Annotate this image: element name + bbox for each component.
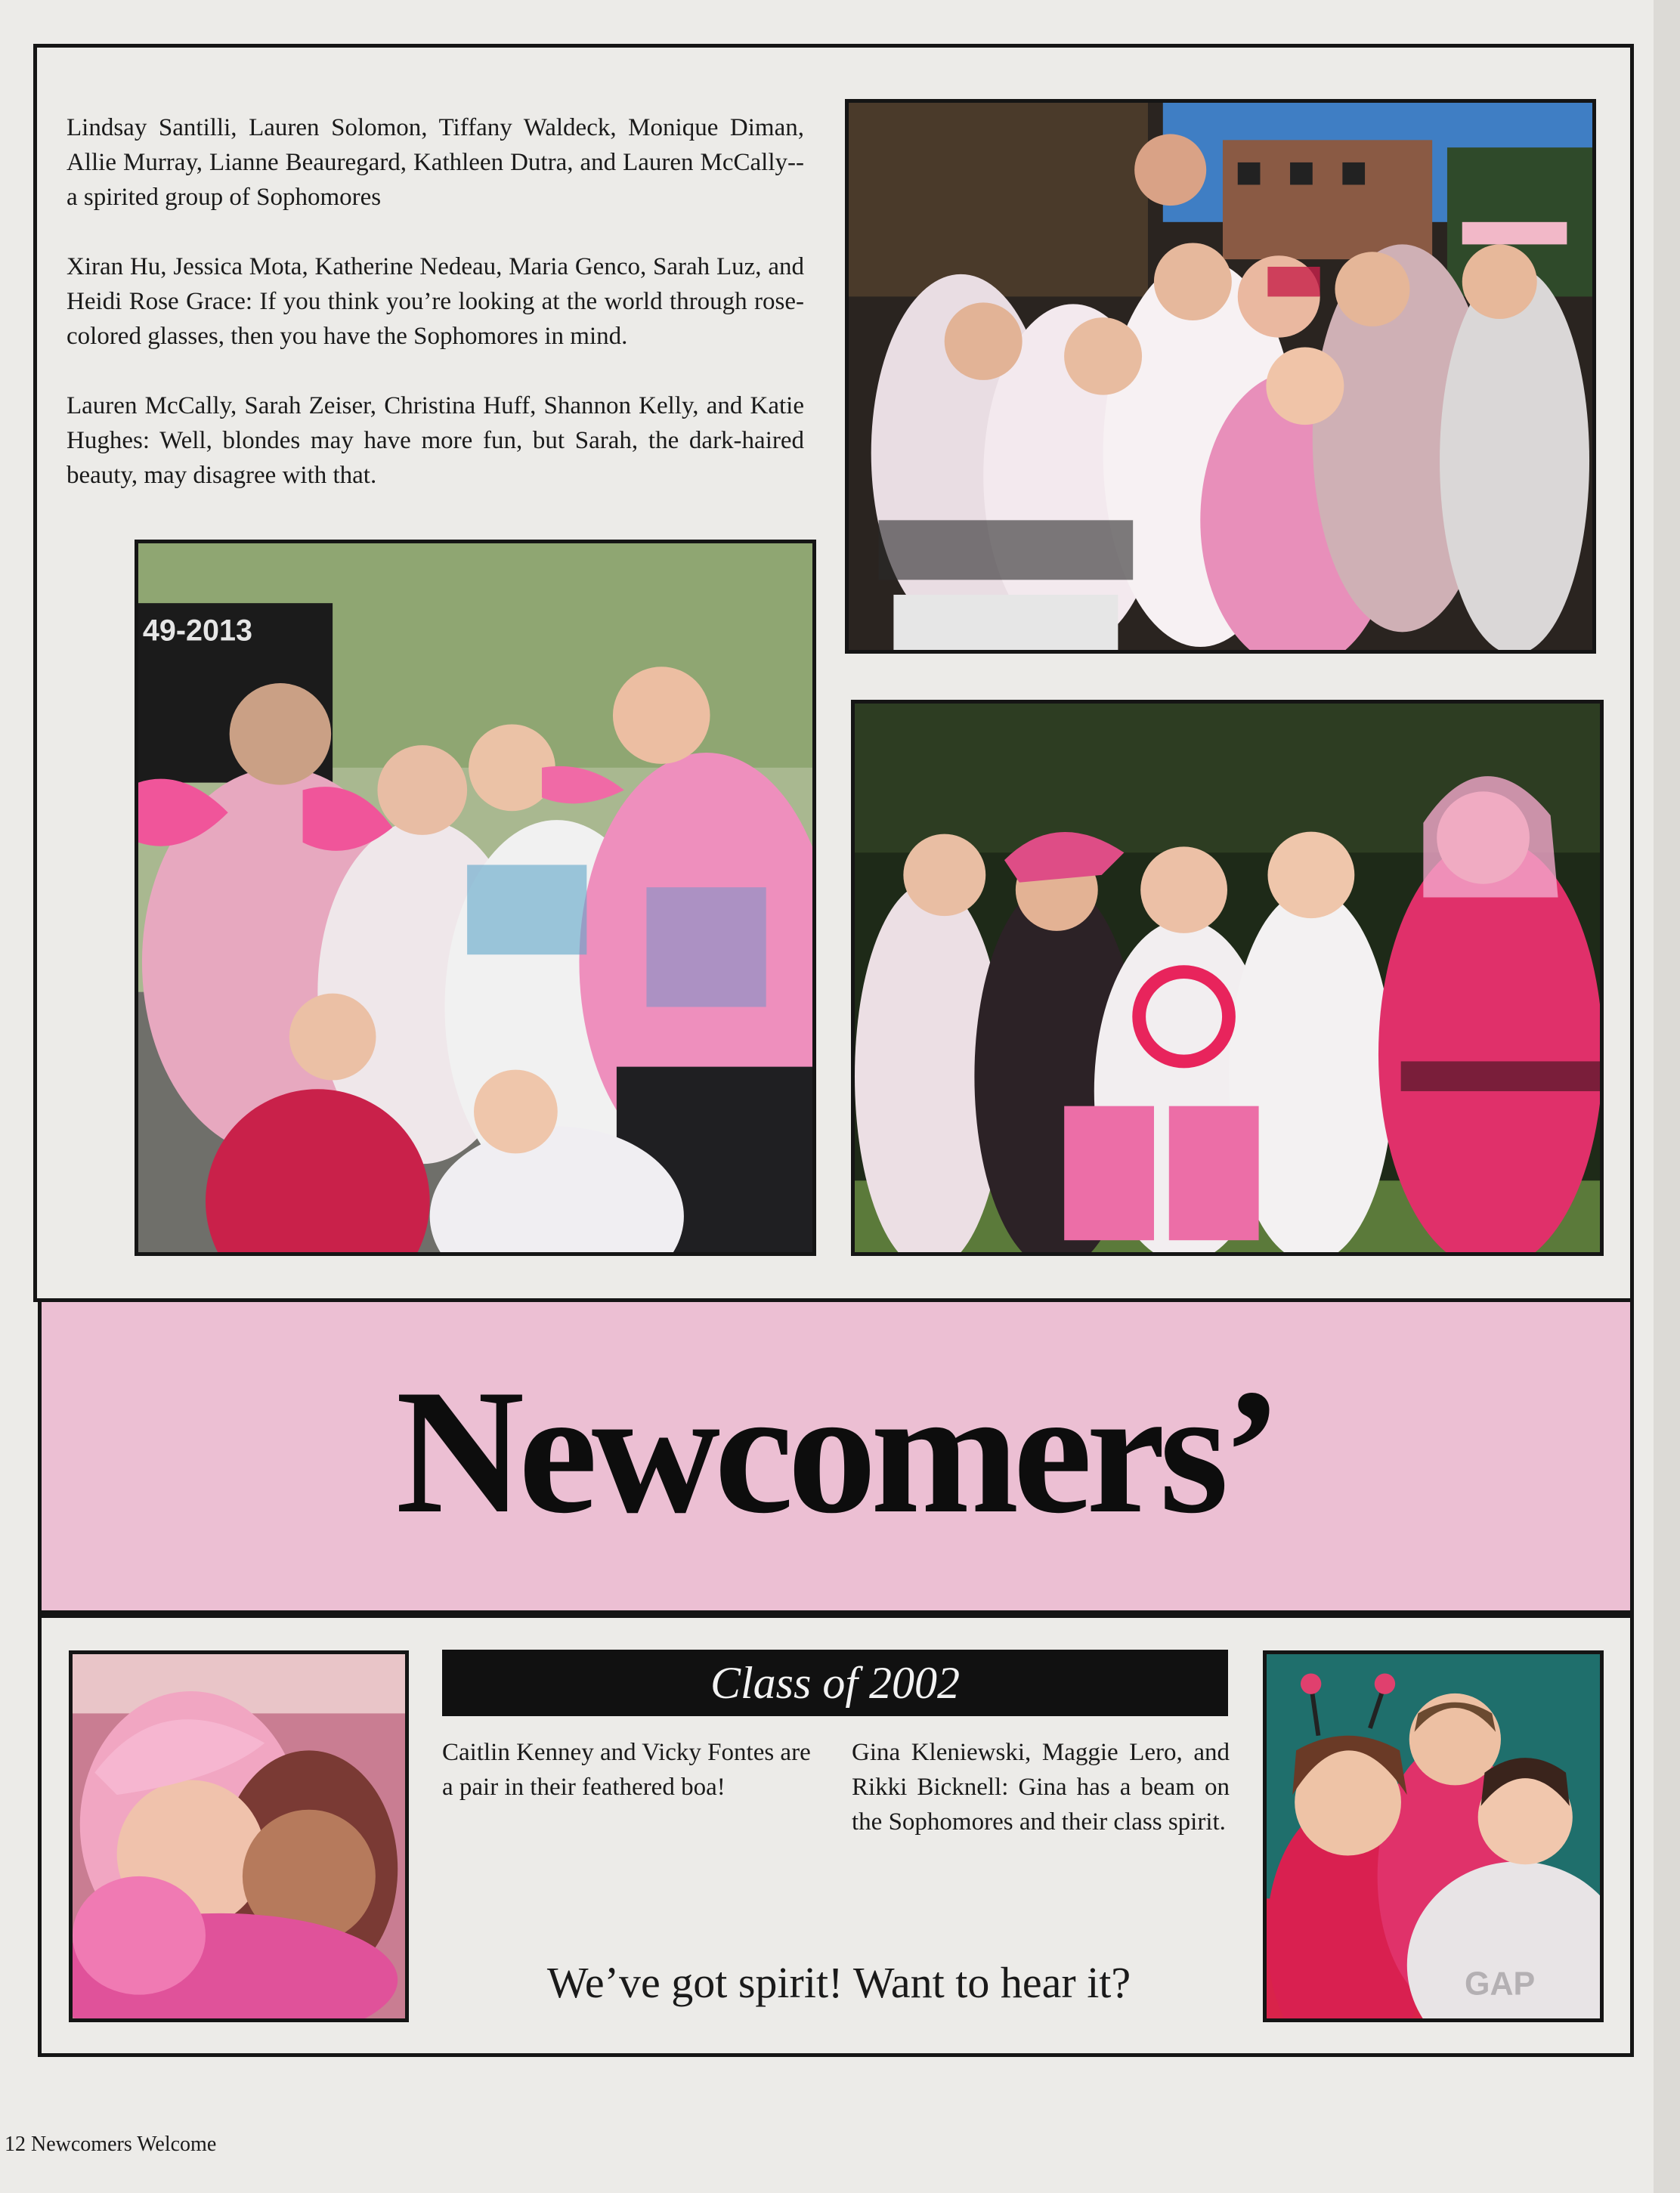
page-footer: [5, 2133, 216, 2157]
page-edge: [1654, 0, 1680, 2193]
page-number: 12: [5, 2133, 26, 2156]
caption-group-2: Xiran Hu, Jessica Mota, Katherine Nedeau, Maria Genco, Sarah Luz, and Heidi Rose Grace: If you think you’re looking at the world through rose-colored glasses, then you have the Sophomores in mind.: [67, 253, 804, 350]
gap-logo-text: GAP: [1465, 1966, 1536, 2003]
top-captions: [67, 110, 804, 527]
bus-sign-text: 49-2013: [142, 614, 253, 648]
caption-trio: Gina Kleniewski, Maggie Lero, and Rikki Bicknell: Gina has a beam on the Sophomores and their class spirit.: [852, 1739, 1230, 1836]
photo-group-top-right: [845, 99, 1596, 654]
page-title: Newcomers’: [395, 1353, 1276, 1551]
photo-group-right: [851, 700, 1604, 1256]
class-of-2002-bar: Class of 2002: [442, 1650, 1228, 1716]
title-banner: [38, 1298, 1634, 1614]
photo-pair-bottom-left: [69, 1650, 409, 2022]
caption-group-1: Lindsay Santilli, Lauren Solomon, Tiffany Waldeck, Monique Diman, Allie Murray, Lianne Beauregard, Kathleen Dutra, and Lauren McCally--a spirited group of Sophomores: [67, 114, 804, 211]
photo-group-left: [135, 540, 816, 1256]
photo-trio-bottom-right: [1263, 1650, 1604, 2022]
caption-group-3: Lauren McCally, Sarah Zeiser, Christina Huff, Shannon Kelly, and Katie Hughes: Well, blondes may have more fun, but Sarah, the dark-haired beauty, may disagree with that.: [67, 392, 804, 489]
slogan: We’ve got spirit! Want to hear it?: [546, 1958, 1131, 2007]
caption-pair: Caitlin Kenney and Vicky Fontes are a pair in their feathered boa!: [442, 1739, 811, 1801]
footer-section-name: Newcomers Welcome: [31, 2133, 217, 2156]
